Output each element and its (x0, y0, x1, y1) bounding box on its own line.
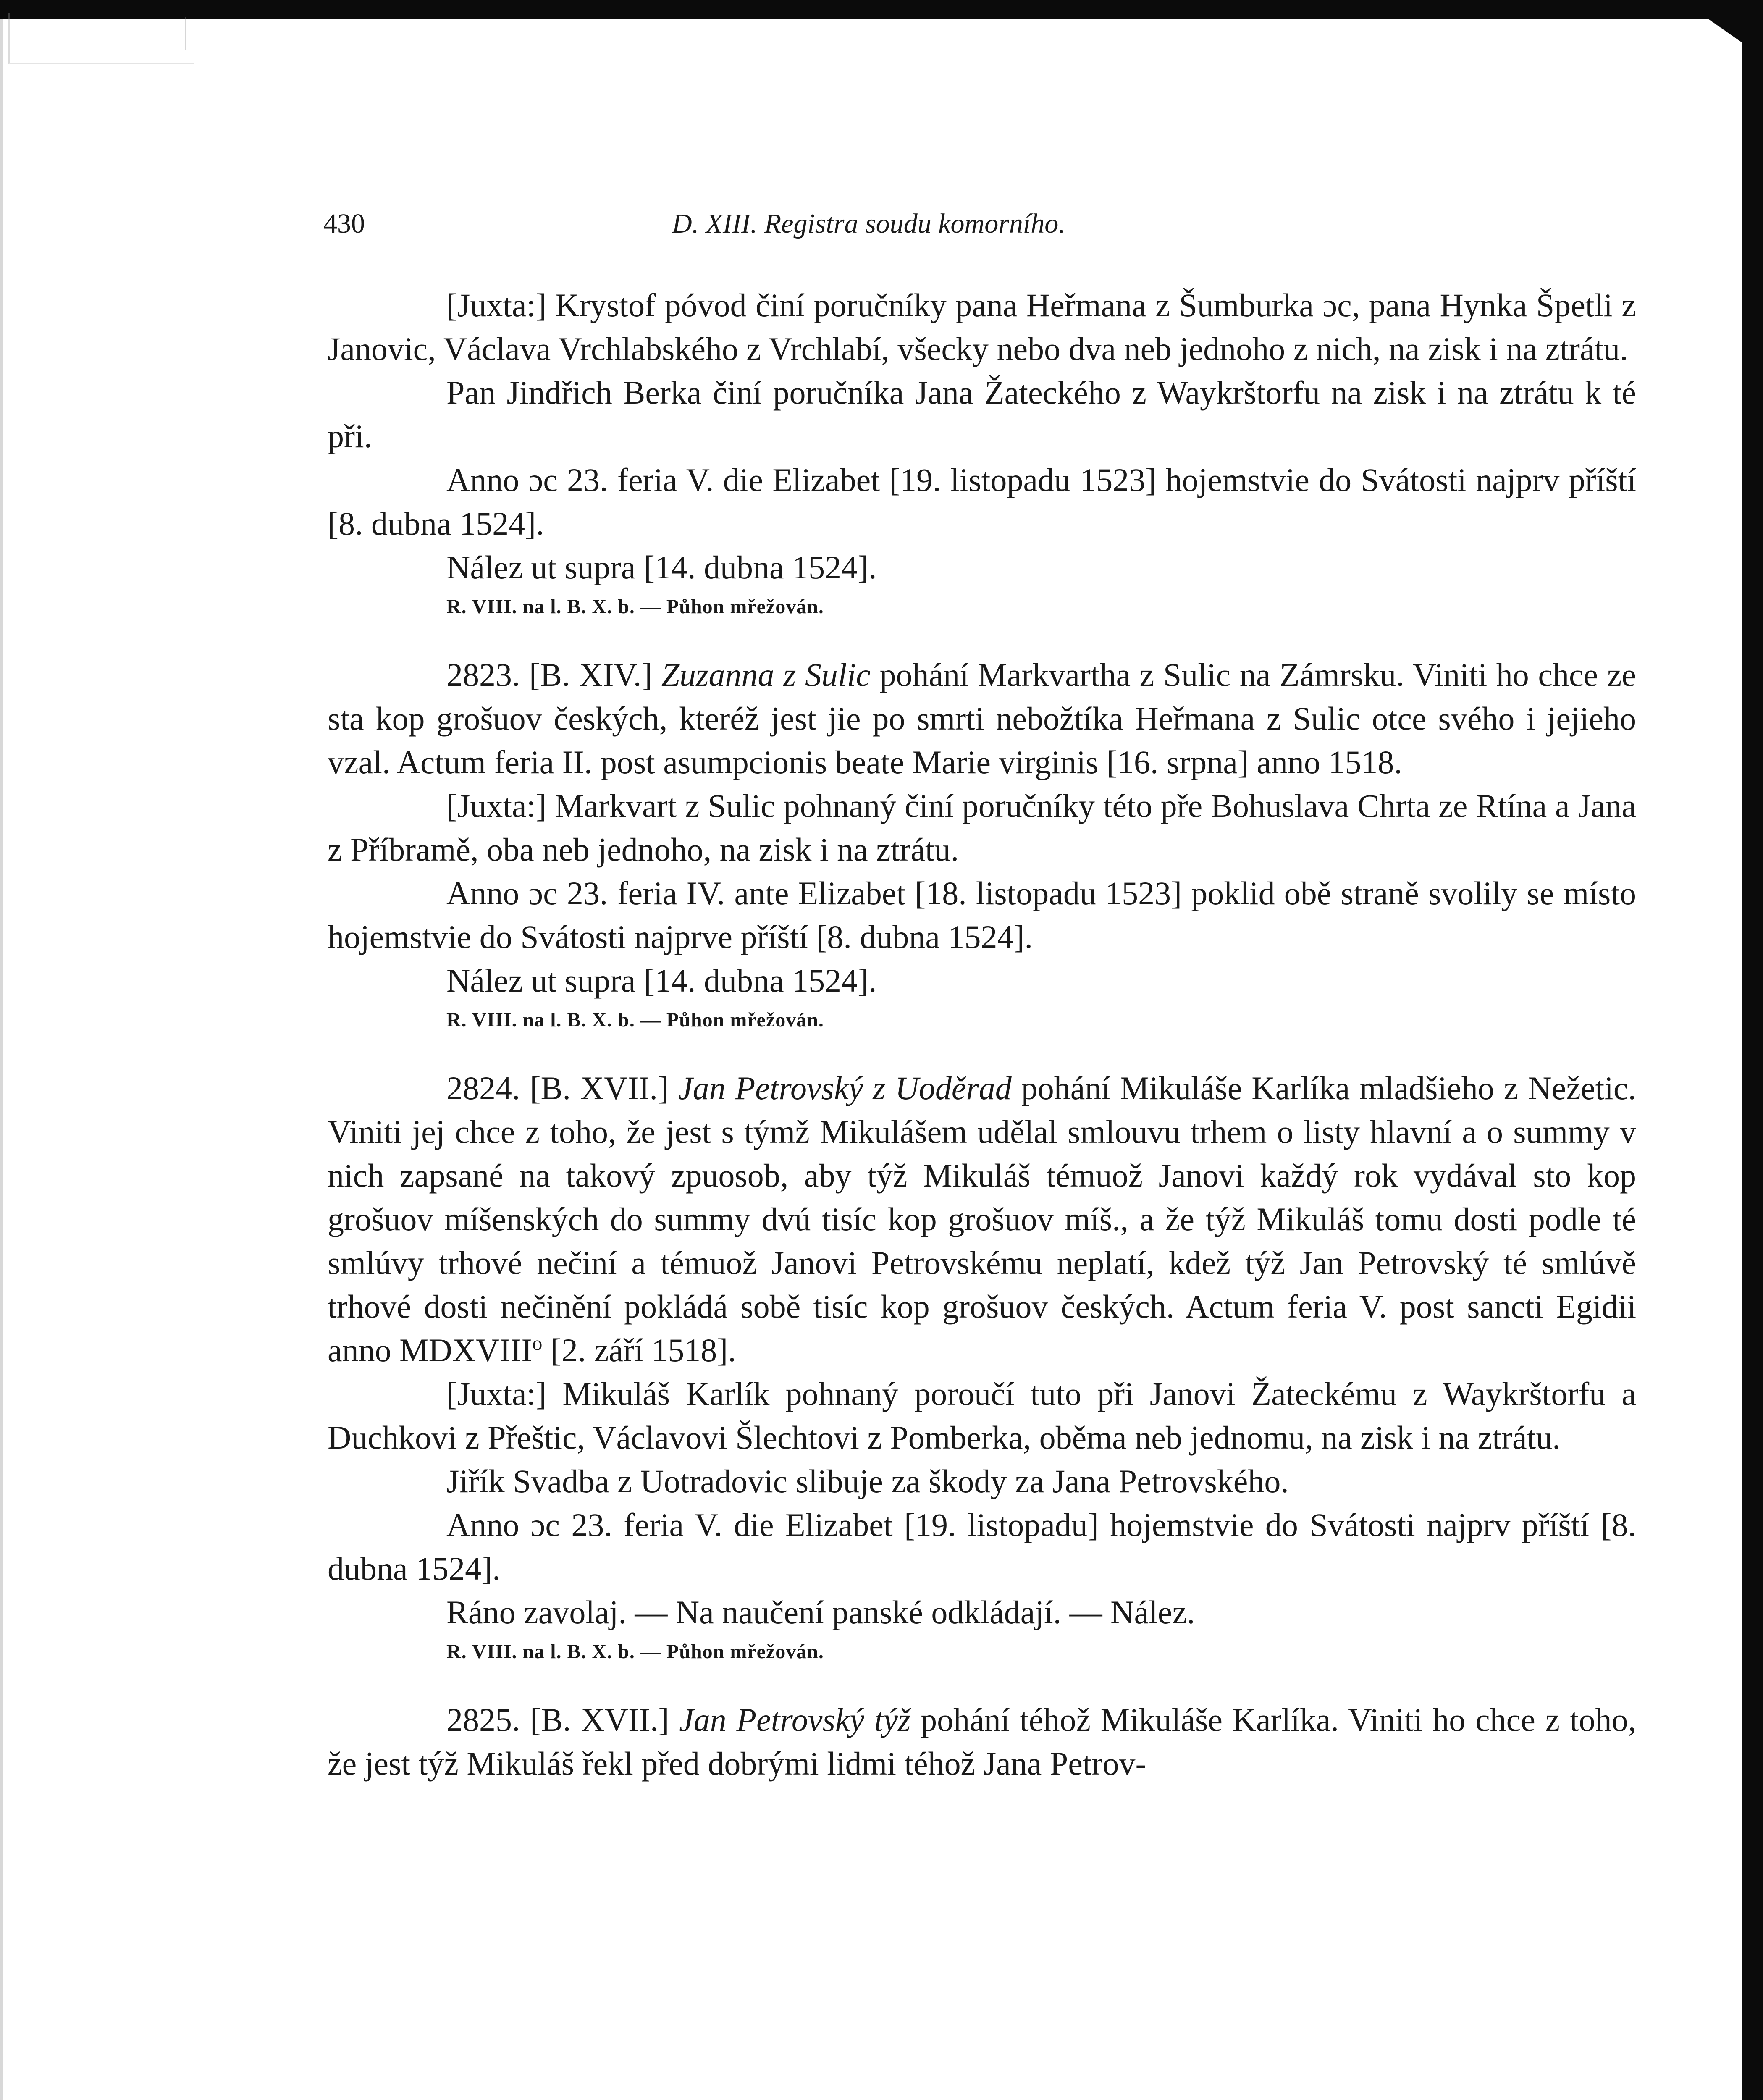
paragraph: Nález ut supra [14. dubna 1524]. (446, 962, 877, 999)
page-body (328, 284, 1636, 1785)
paragraph: [Juxta:] Markvart z Sulic pohnaný činí poručníky této pře Bohuslava Chrta ze Rtína a Jana z Příbramě, oba neb jednoho, na zisk i na ztrátu. (328, 788, 1636, 868)
scan-border-corner (1705, 19, 1742, 45)
paragraph: Anno ɔc 23. feria IV. ante Elizabet [18. listopadu 1523] poklid obě straně svolily se místo hojemstvie do Svátosti najprve příští [8. dubna 1524]. (328, 875, 1636, 955)
paragraph: Anno ɔc 23. feria V. die Elizabet [19. listopadu] hojemstvie do Svátosti najprv příští [8. dubna 1524]. (328, 1507, 1636, 1587)
running-head: D. XIII. Registra soudu komorního. (672, 208, 1065, 239)
paragraph: Jiřík Svadba z Uotradovic slibuje za škody za Jana Petrovského. (446, 1463, 1289, 1499)
entry-text: pohání Markvartha z Sulic na Zámrsku. Viniti ho chce ze sta kop grošuov českých, kteréž jest jie po smrti nebožtíka Heřmana z Sulic otce svého i jejieho vzal. Actum feria II. post asumpcionis beate Marie virginis [16. srpna] anno 1518. (328, 656, 1636, 780)
entry-text: pohání Mikuláše Karlíka mladšieho z Nežetic. Viniti jej chce z toho, že jest s týmž Mikulášem udělal smlouvu trhem o listy hlavní a o summy v nich zapsané na takový zpuosob, aby týž Mikuláš témuož Janovi každý rok vydával sto kop grošuov míšenských do summy dvú tisíc kop grošuov míš., a že týž Mikuláš tomu dosti podle té smlúvy trhové nečiní a témuož Janovi Petrovskému neplatí, kdež týž Jan Petrovský té smlúvě trhové dosti nečinění pokládá sobě tisíc kop grošuov českých. Actum feria V. post sancti Egidii anno MDXVIII (328, 1070, 1636, 1368)
entry-party: Zuzanna z Sulic (661, 656, 871, 693)
entry-number: 2824. [B. XVII.] (446, 1070, 678, 1106)
paragraph: Ráno zavolaj. — Na naučení panské odkládají. — Nález. (446, 1594, 1195, 1630)
paragraph: Nález ut supra [14. dubna 1524]. (446, 549, 877, 585)
scan-border-left (0, 19, 3, 2100)
paragraph: Pan Jindřich Berka činí poručníka Jana Žateckého z Waykrštorfu na zisk i na ztrátu k té při. (328, 374, 1636, 454)
paragraph: [Juxta:] Krystof póvod činí poručníky pana Heřmana z Šumburka ɔc, pana Hynka Špetli z Janovic, Václava Vrchlabského z Vrchlabí, všecky nebo dva neb jednoho z nich, na zisk i na ztrátu. (328, 287, 1636, 367)
scan-border-top (0, 0, 1763, 19)
paragraph: Anno ɔc 23. feria V. die Elizabet [19. listopadu 1523] hojemstvie do Svátosti najprv příští [8. dubna 1524]. (328, 462, 1636, 542)
entry-number: 2825. [B. XVII.] (446, 1701, 679, 1738)
entry-number: 2823. [B. XIV.] (446, 656, 661, 693)
entry-2823 (328, 653, 1636, 784)
entry-2824 (328, 1066, 1636, 1372)
superscript: o (532, 1332, 543, 1354)
entry-text: pohání téhož Mikuláše Karlíka. Viniti ho chce z toho, že jest týž Mikuláš řekl před dobrými lidmi téhož Jana Petrov- (328, 1701, 1636, 1782)
scan-border-right (1742, 0, 1763, 2100)
entry-text: [2. září 1518]. (542, 1332, 736, 1368)
paragraph: [Juxta:] Mikuláš Karlík pohnaný poroučí tuto při Janovi Žateckému z Waykrštorfu a Duchkovi z Přeštic, Václavovi Šlechtovi z Pomberka, oběma neb jednomu, na zisk i na ztrátu. (328, 1376, 1636, 1456)
scan-artifact (101, 17, 186, 50)
archival-note: R. VIII. na l. B. X. b. — Půhon mřežován. (446, 1641, 824, 1663)
entry-party: Jan Petrovský týž (679, 1701, 911, 1738)
entry-2825 (328, 1698, 1636, 1785)
entry-party: Jan Petrovský z Uoděrad (678, 1070, 1012, 1106)
archival-note: R. VIII. na l. B. X. b. — Půhon mřežován. (446, 1009, 824, 1031)
page-number: 430 (323, 208, 365, 239)
archival-note: R. VIII. na l. B. X. b. — Půhon mřežován. (446, 596, 824, 618)
